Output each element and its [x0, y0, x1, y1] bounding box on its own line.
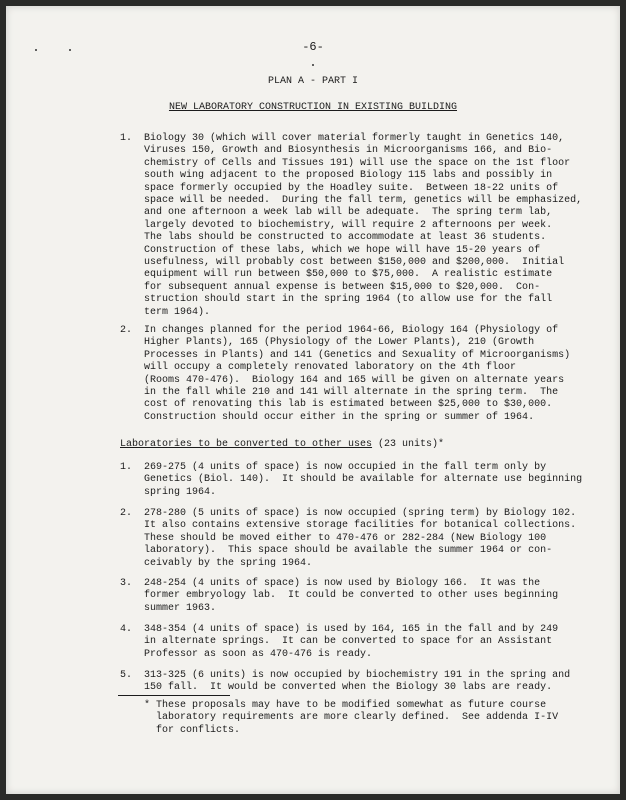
page-title: PLAN A - PART I [267, 76, 358, 87]
section-heading-suffix: (23 units)* [372, 439, 445, 450]
footnote: * These proposals may have to be modified somewhat as future course laboratory requirements are more clearly defined. See addenda I-IV for conflicts. [144, 700, 559, 736]
paper-speck [312, 64, 314, 66]
paragraph: 269-275 (4 units of space) is now occupied in the fall term only by Genetics (Biol. 140). It should be available for alternate use beginning spring 1964. [144, 462, 583, 498]
item-number: 2. [120, 325, 133, 336]
document-page [6, 6, 620, 794]
paragraph: 313-325 (6 units) is now occupied by biochemistry 191 in the spring and 150 fall. It would be converted when the Biology 30 labs are ready. [144, 670, 571, 694]
item-number: 4. [120, 624, 133, 635]
item-number: 5. [120, 670, 133, 681]
paragraph: Biology 30 (which will cover material formerly taught in Genetics 140, Viruses 150, Growth and Biosynthesis in Microorganisms 166, and Bio- chemistry of Cells and Tissues 191) will use the space on the 1st floor south wing adjacent to the proposed Biology 115 labs and possibly in space formerly occupied by the Hoadley suite. Between 18-22 units of space will be needed. During the fall term, genetics will be emphasized, and one afternoon a week lab will be adequate. The spring term lab, largely devoted to biochemistry, will require 2 afternoons per week. The labs should be constructed to accommodate at least 36 students. Construction of these labs, which we hope will have 15-20 years of usefulness, will probably cost between $150,000 and $200,000. Initial equipment will run between $50,000 to $75,000. A realistic estimate for subsequent annual expense is between $15,000 to $20,000. Con- struction should start in the spring 1964 (to allow use for the fall term 1964). [144, 133, 583, 318]
section-heading [120, 439, 444, 450]
page-subtitle: NEW LABORATORY CONSTRUCTION IN EXISTING BUILDING [168, 102, 458, 113]
paragraph: In changes planned for the period 1964-66, Biology 164 (Physiology of Higher Plants), 165 (Physiology of the Lower Plants), 210 (Growth Processes in Plants) and 141 (Genetics and Sexuality of Microorganisms) will occupy a completely renovated laboratory on the 4th floor (Rooms 470-476). Biology 164 and 165 will be given on alternate years in the fall while 210 and 141 will alternate in the spring term. The cost of renovating this lab is estimated between $25,000 to $30,000. Construction should occur either in the spring or summer of 1964. [144, 325, 571, 423]
item-number: 1. [120, 133, 133, 144]
section-heading-underlined: Laboratories to be converted to other uses [120, 439, 373, 450]
paragraph: 248-254 (4 units of space) is now used by Biology 166. It was the former embryology lab. It could be converted to other uses beginning summer 1963. [144, 578, 559, 614]
paragraph: 278-280 (5 units of space) is now occupied (spring term) by Biology 102. It also contains extensive storage facilities for botanical collections. These should be moved either to 470-476 or 282-284 (New Biology 100 laboratory). This space should be available the summer 1964 or con- ceivably by the spring 1964. [144, 508, 577, 569]
paragraph: 348-354 (4 units of space) is used by 164, 165 in the fall and by 249 in alternate springs. It can be converted to space for an Assistant Professor as soon as 470-476 is ready. [144, 624, 559, 660]
item-number: 3. [120, 578, 133, 589]
page-number: -6- [302, 40, 324, 54]
item-number: 2. [120, 508, 133, 519]
item-number: 1. [120, 462, 133, 473]
footnote-rule [118, 695, 230, 696]
